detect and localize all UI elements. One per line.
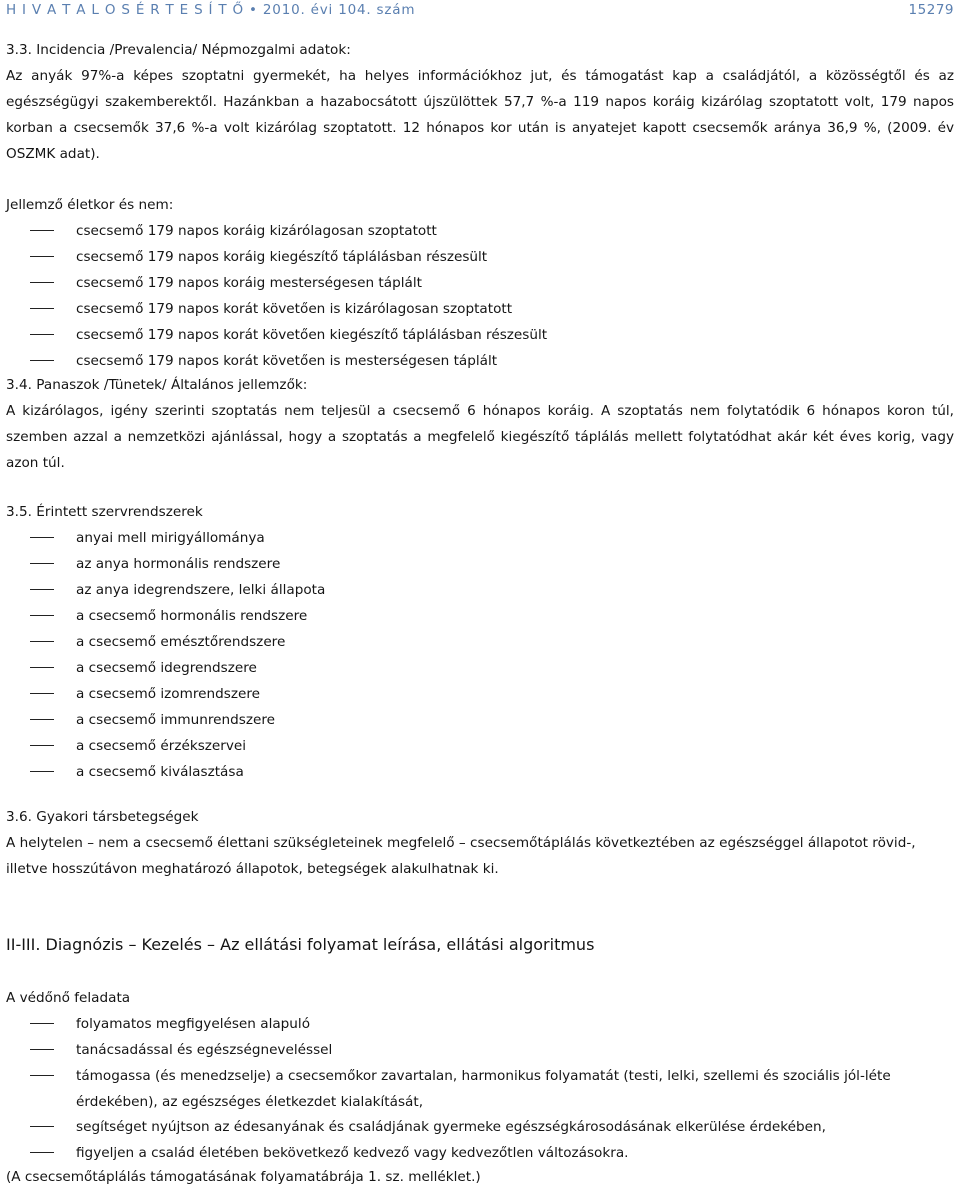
list-item: csecsemő 179 napos korát követően kiegészítő táplálásban részesült xyxy=(76,327,548,343)
list-dash xyxy=(30,1049,54,1050)
list-item: a csecsemő izomrendszere xyxy=(76,686,260,702)
list-dash xyxy=(30,360,54,361)
section-3-3-subtitle: Jellemző életkor és nem: xyxy=(6,197,174,213)
list-dash xyxy=(30,745,54,746)
section-number: 3.3. xyxy=(6,42,32,58)
list-dash xyxy=(30,1152,54,1153)
section-3-4-paragraph: A kizárólagos, igény szerinti szoptatás nem teljesül a csecsemő 6 hónapos koráig. A szoptatás nem folytatódik 6 hónapos koron túl, szemben azzal a nemzetközi ajánlással, hogy a szoptatás a megfelelő kiegészítő táplálás mellett folytatódhat akár két éves korig, vagy azon túl. xyxy=(6,403,954,471)
list-dash xyxy=(30,667,54,668)
list-dash xyxy=(30,1126,54,1127)
list-item: tanácsadással és egészségneveléssel xyxy=(76,1042,333,1058)
list-dash xyxy=(30,771,54,772)
section-3-3-paragraph: Az anyák 97%-a képes szoptatni gyermekét, ha helyes információkhoz jut, és támogatást kap a családjától, a közösségtől és az egészségügyi szakemberektől. Hazánkban a hazabocsátott újszülöttek 57,7 %-a 119 napos koráig kizárólag szoptatott volt, 179 napos korban a csecsemők 37,6 %-a volt kizárólag szoptatott. 12 hónapos kor után is anyatejet kapott csecsemők aránya 36,9 %, (2009. év OSZMK adat). xyxy=(6,68,954,162)
list-item: csecsemő 179 napos koráig kizárólagosan szoptatott xyxy=(76,223,437,239)
list-item: támogassa (és menedzselje) a csecsemőkor zavartalan, harmonikus folyamatát (testi, lelki, szellemi és szociális jól-léte érdekében), az egészséges életkezdet kialakítását, xyxy=(76,1068,891,1110)
section-title: Gyakori társbetegségek xyxy=(36,809,199,825)
nurse-tasks-subtitle: A védőnő feladata xyxy=(6,990,131,1006)
chapter-heading: II-III. Diagnózis – Kezelés – Az ellátási folyamat leírása, ellátási algoritmus xyxy=(6,935,595,954)
list-dash xyxy=(30,563,54,564)
section-title: Incidencia /Prevalencia/ Népmozgalmi adatok: xyxy=(36,42,351,58)
list-dash xyxy=(30,282,54,283)
list-dash xyxy=(30,230,54,231)
list-item: a csecsemő emésztőrendszere xyxy=(76,634,286,650)
list-dash xyxy=(30,615,54,616)
section-3-3-title xyxy=(6,37,954,63)
list-item: csecsemő 179 napos korát követően is mesterségesen táplált xyxy=(76,353,498,369)
section-3-5-title xyxy=(6,499,954,525)
section-3-6-paragraph: A helytelen – nem a csecsemő élettani szükségleteinek megfelelő – csecsemőtáplálás következtében az egészséggel állapotot rövid-, illetve hosszútávon meghatározó állapotok, betegségek alakulhatnak ki. xyxy=(6,835,916,877)
list-item: a csecsemő érzékszervei xyxy=(76,738,247,754)
list-dash xyxy=(30,719,54,720)
journal-title: H I V A T A L O S É R T E S Í T Ő • 2010. évi 104. szám xyxy=(6,2,416,18)
list-dash xyxy=(30,334,54,335)
list-item: csecsemő 179 napos koráig mesterségesen táplált xyxy=(76,275,422,291)
section-3-6-title xyxy=(6,804,954,830)
list-item: a csecsemő idegrendszere xyxy=(76,660,257,676)
section-3-4-title xyxy=(6,372,954,398)
list-item: az anya idegrendszere, lelki állapota xyxy=(76,582,326,598)
section-title: Érintett szervrendszerek xyxy=(36,504,203,520)
list-dash xyxy=(30,1023,54,1024)
list-item: az anya hormonális rendszere xyxy=(76,556,281,572)
list-dash xyxy=(30,589,54,590)
list-dash xyxy=(30,256,54,257)
list-dash xyxy=(30,1075,54,1076)
list-item: a csecsemő hormonális rendszere xyxy=(76,608,308,624)
list-dash xyxy=(30,641,54,642)
list-item: anyai mell mirigyállománya xyxy=(76,530,265,546)
running-header xyxy=(6,2,954,22)
footnote: (A csecsemőtáplálás támogatásának folyamatábrája 1. sz. melléklet.) xyxy=(6,1169,481,1185)
list-item: csecsemő 179 napos koráig kiegészítő táplálásban részesült xyxy=(76,249,488,265)
list-item: a csecsemő kiválasztása xyxy=(76,764,244,780)
list-item: csecsemő 179 napos korát követően is kizárólagosan szoptatott xyxy=(76,301,513,317)
list-item: figyeljen a család életében bekövetkező kedvező vagy kedvezőtlen változásokra. xyxy=(76,1145,629,1161)
list-dash xyxy=(30,693,54,694)
page-number: 15279 xyxy=(908,2,954,18)
list-dash xyxy=(30,308,54,309)
section-title: Panaszok /Tünetek/ Általános jellemzők: xyxy=(36,377,308,393)
list-dash xyxy=(30,537,54,538)
section-number: 3.5. xyxy=(6,504,32,520)
section-number: 3.4. xyxy=(6,377,32,393)
list-item: folyamatos megfigyelésen alapuló xyxy=(76,1016,311,1032)
section-number: 3.6. xyxy=(6,809,32,825)
list-item: a csecsemő immunrendszere xyxy=(76,712,275,728)
list-item: segítséget nyújtson az édesanyának és családjának gyermeke egészségkárosodásának elkerülése érdekében, xyxy=(76,1119,826,1135)
